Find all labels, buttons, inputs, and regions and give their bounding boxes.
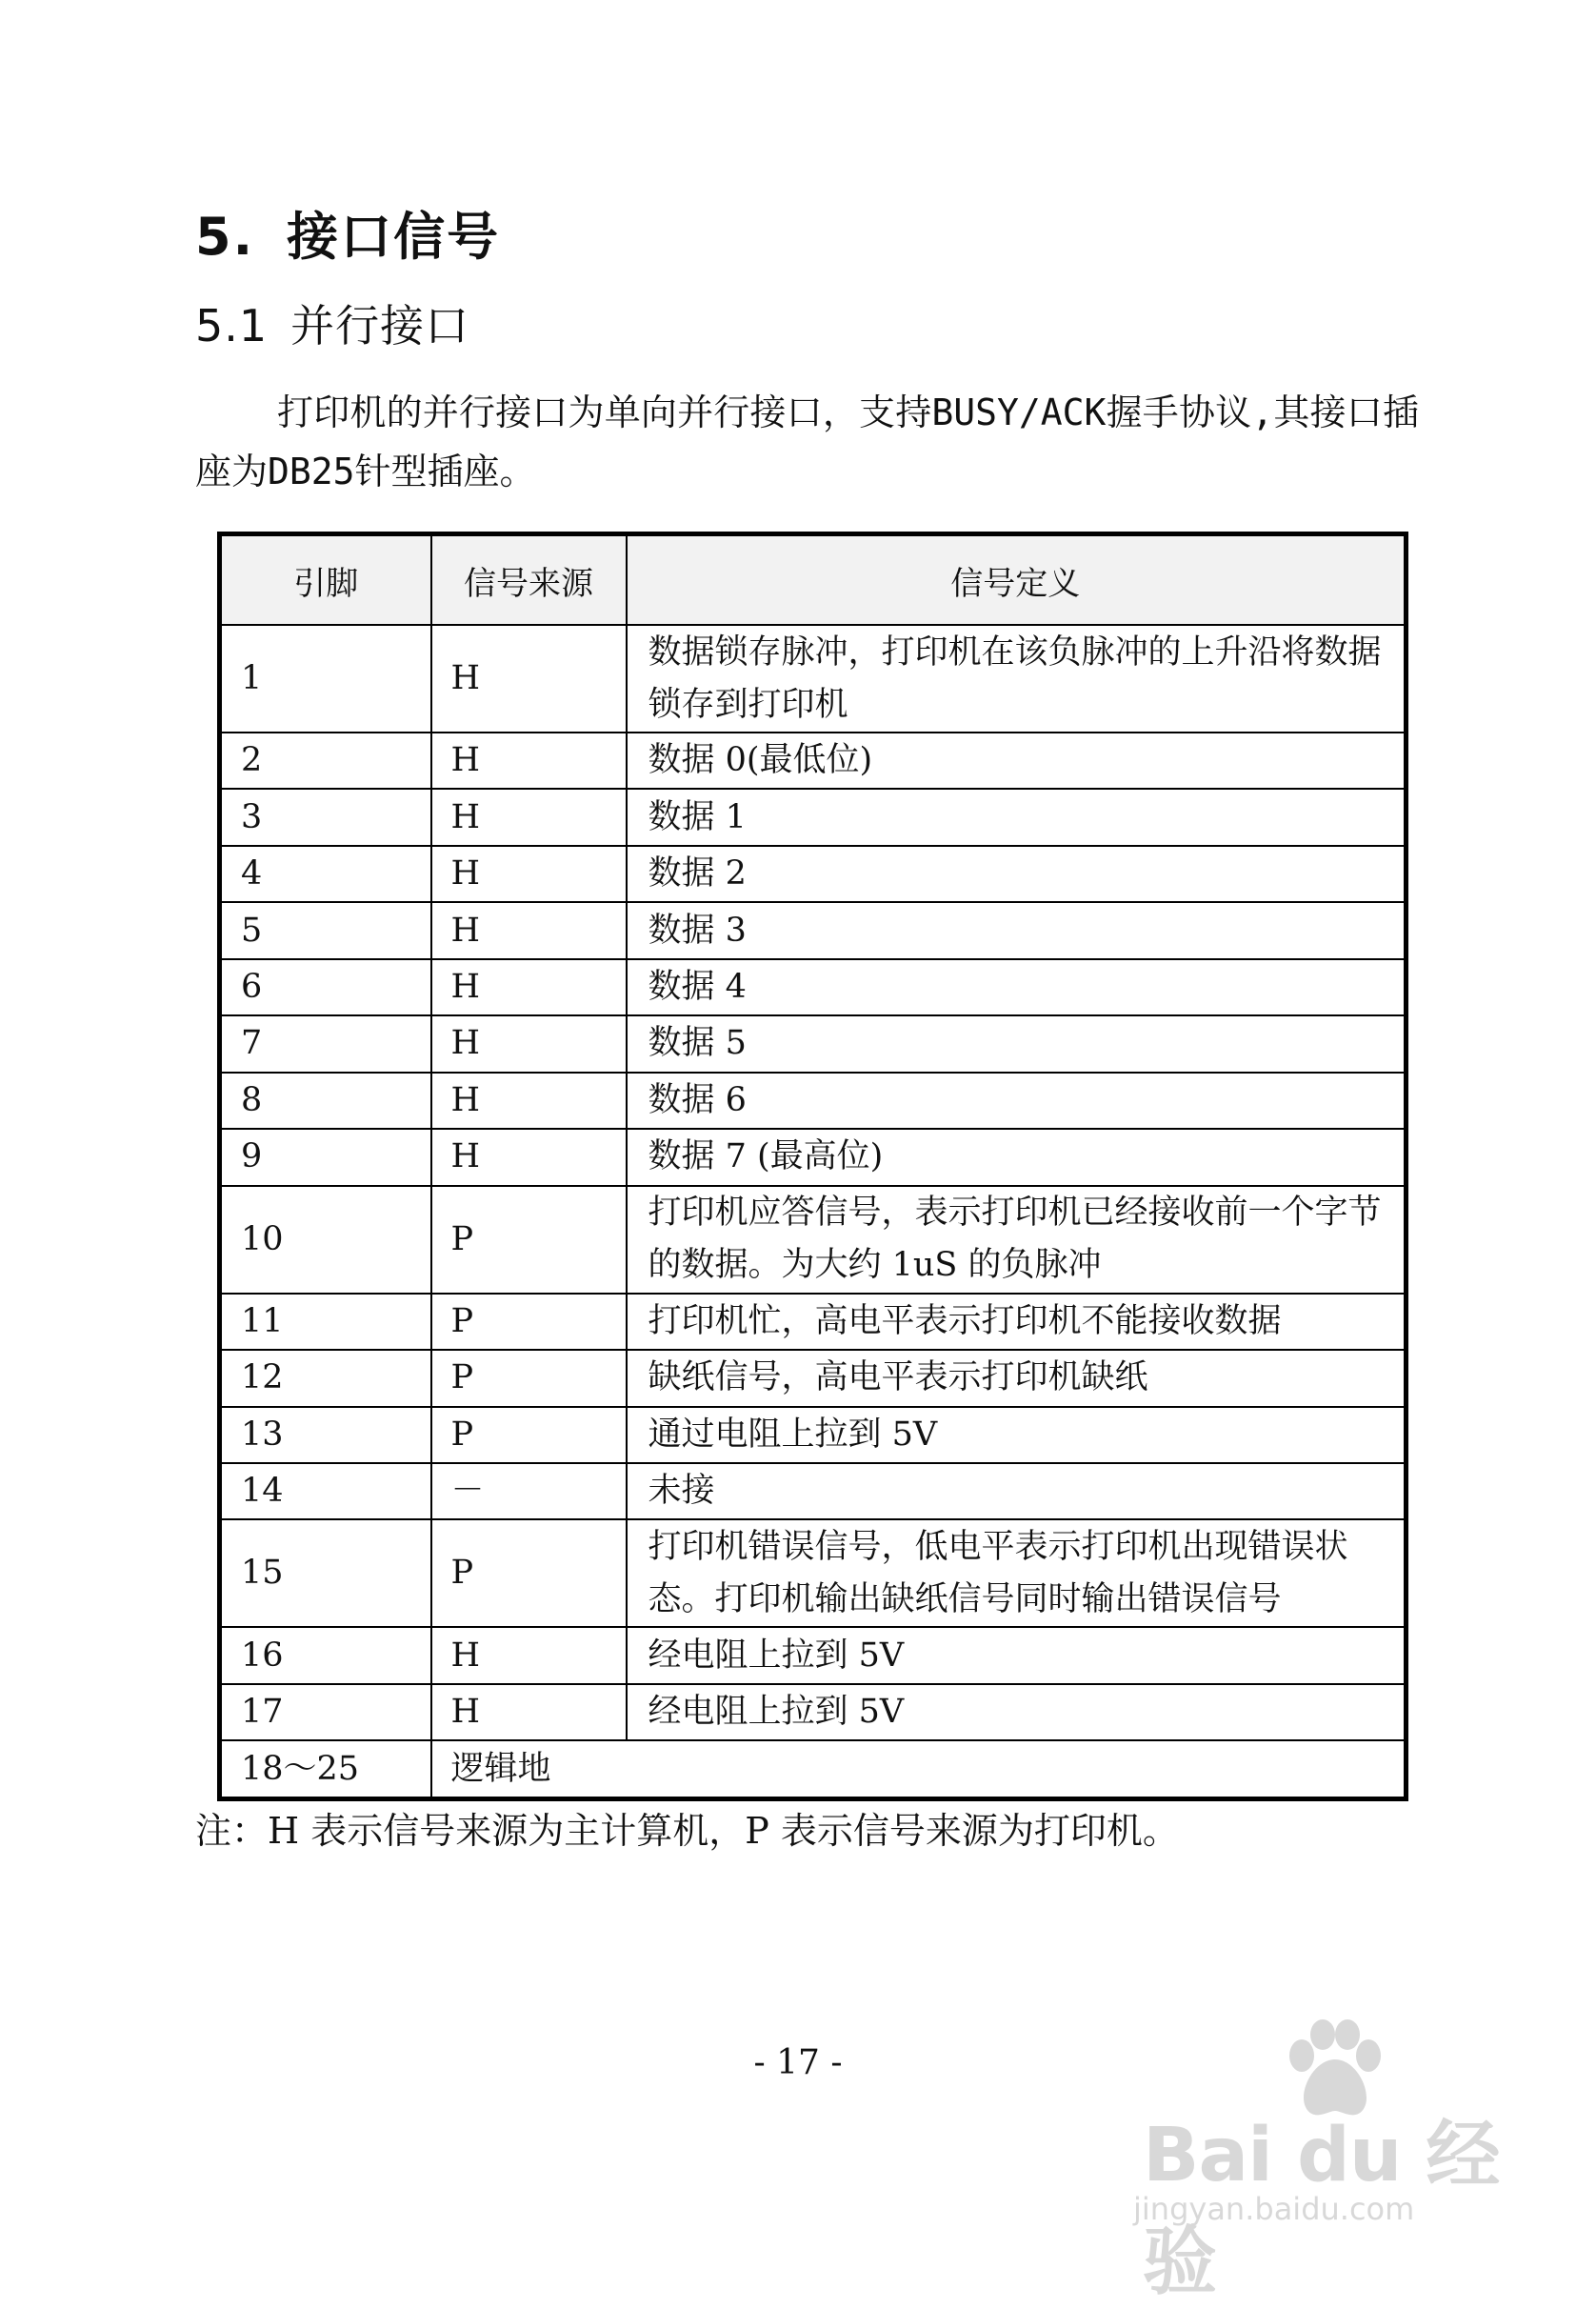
- source-cell: H: [431, 959, 627, 1015]
- definition-cell: 缺纸信号，高电平表示打印机缺纸: [627, 1350, 1406, 1406]
- table-header-row: [220, 534, 1406, 626]
- pin-cell: 14: [220, 1463, 431, 1519]
- pin-cell: 6: [220, 959, 431, 1015]
- table-row: [220, 789, 1406, 845]
- table-row: [220, 959, 1406, 1015]
- definition-cell: 打印机应答信号，表示打印机已经接收前一个字节的数据。为大约 1uS 的负脉冲: [627, 1186, 1406, 1294]
- pin-cell: 15: [220, 1519, 431, 1627]
- watermark-logo-text: Bai du 经验: [1143, 2113, 1500, 2305]
- definition-cell: 数据 0(最低位): [627, 733, 1406, 789]
- source-cell: H: [431, 1684, 627, 1740]
- definition-cell: 经电阻上拉到 5V: [627, 1627, 1406, 1683]
- table-row: [220, 1186, 1406, 1294]
- source-cell: P: [431, 1407, 627, 1463]
- source-cell: H: [431, 902, 627, 958]
- header-pin: 引脚: [220, 534, 431, 626]
- pin-cell: 18～25: [220, 1740, 431, 1798]
- subsection-title: 并行接口: [290, 300, 470, 351]
- table-row: [220, 1684, 1406, 1740]
- header-definition: 信号定义: [627, 534, 1406, 626]
- pin-cell: 1: [220, 625, 431, 733]
- table-row: [220, 1407, 1406, 1463]
- pin-cell: 10: [220, 1186, 431, 1294]
- pin-cell: 8: [220, 1073, 431, 1129]
- definition-cell: 数据 6: [627, 1073, 1406, 1129]
- section-title: 接口信号: [287, 207, 501, 267]
- table-row: [220, 1627, 1406, 1683]
- table-row: [220, 846, 1406, 902]
- definition-cell: 未接: [627, 1463, 1406, 1519]
- table-row: [220, 902, 1406, 958]
- section-heading: [195, 196, 500, 270]
- subsection-heading: [195, 291, 469, 354]
- table-row: [220, 1129, 1406, 1185]
- definition-cell: 数据 2: [627, 846, 1406, 902]
- subsection-number: 5.1: [195, 300, 269, 351]
- pin-cell: 11: [220, 1294, 431, 1350]
- table-row: [220, 625, 1406, 733]
- baidu-watermark: [1133, 2019, 1533, 2305]
- table-row: [220, 1073, 1406, 1129]
- source-cell: H: [431, 733, 627, 789]
- pin-cell: 9: [220, 1129, 431, 1185]
- definition-cell: 数据锁存脉冲，打印机在该负脉冲的上升沿将数据锁存到打印机: [627, 625, 1406, 733]
- intro-paragraph: 打印机的并行接口为单向并行接口，支持BUSY/ACK握手协议,其接口插座为DB25针型插座。: [195, 392, 1419, 492]
- table-row: [220, 1350, 1406, 1406]
- pin-cell: 3: [220, 789, 431, 845]
- table-note: 注：H 表示信号来源为主计算机，P 表示信号来源为打印机。: [195, 1810, 1179, 1852]
- source-cell: H: [431, 1015, 627, 1072]
- table-row: [220, 1015, 1406, 1072]
- watermark-url: jingyan.baidu.com: [1133, 2191, 1415, 2227]
- definition-cell: 打印机忙，高电平表示打印机不能接收数据: [627, 1294, 1406, 1350]
- source-cell: P: [431, 1519, 627, 1627]
- pin-cell: 5: [220, 902, 431, 958]
- pin-cell: 16: [220, 1627, 431, 1683]
- section-number: 5.: [195, 207, 255, 267]
- definition-cell: 经电阻上拉到 5V: [627, 1684, 1406, 1740]
- pin-cell: 2: [220, 733, 431, 789]
- header-source: 信号来源: [431, 534, 627, 626]
- definition-cell: 数据 7 (最高位): [627, 1129, 1406, 1185]
- source-cell: H: [431, 1627, 627, 1683]
- table-row: [220, 1463, 1406, 1519]
- table-row: [220, 1294, 1406, 1350]
- source-cell: －: [431, 1463, 627, 1519]
- page-number: - 17 -: [753, 2043, 843, 2082]
- source-cell: H: [431, 1073, 627, 1129]
- definition-cell: 数据 1: [627, 789, 1406, 845]
- definition-cell: 数据 4: [627, 959, 1406, 1015]
- pin-cell: 17: [220, 1684, 431, 1740]
- pin-cell: 13: [220, 1407, 431, 1463]
- source-cell: P: [431, 1350, 627, 1406]
- source-cell: H: [431, 789, 627, 845]
- source-cell: P: [431, 1186, 627, 1294]
- pin-cell: 7: [220, 1015, 431, 1072]
- pin-table: [217, 532, 1408, 1801]
- source-cell: P: [431, 1294, 627, 1350]
- source-cell: H: [431, 625, 627, 733]
- ground-cell: 逻辑地: [431, 1740, 1406, 1798]
- table-row: [220, 733, 1406, 789]
- source-cell: H: [431, 846, 627, 902]
- table-row: [220, 1519, 1406, 1627]
- definition-cell: 数据 5: [627, 1015, 1406, 1072]
- pin-cell: 4: [220, 846, 431, 902]
- pin-cell: 12: [220, 1350, 431, 1406]
- definition-cell: 通过电阻上拉到 5V: [627, 1407, 1406, 1463]
- table-row: [220, 1740, 1406, 1798]
- source-cell: H: [431, 1129, 627, 1185]
- definition-cell: 打印机错误信号，低电平表示打印机出现错误状态。打印机输出缺纸信号同时输出错误信号: [627, 1519, 1406, 1627]
- definition-cell: 数据 3: [627, 902, 1406, 958]
